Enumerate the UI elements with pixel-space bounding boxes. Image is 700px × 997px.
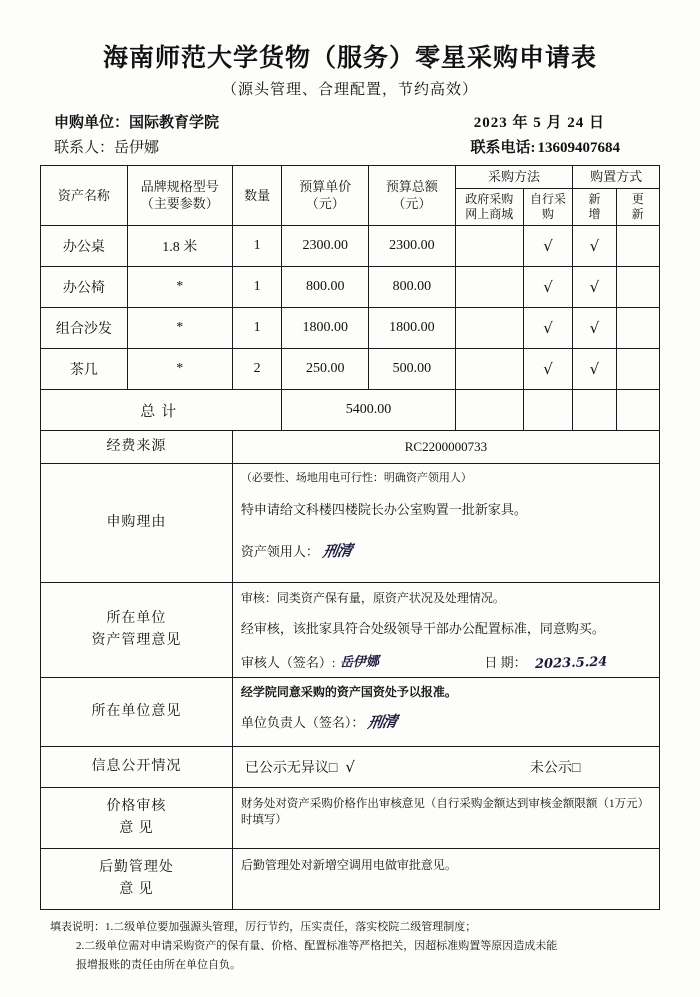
header-brand-spec-line2: （主要参数） [140, 195, 219, 211]
audit-date-label: 日 期： [484, 655, 527, 671]
purchase-table [40, 165, 660, 910]
application-date: 2023 年 5 月 24 日 [473, 115, 605, 131]
unit-asset-opinion-row [41, 583, 660, 678]
row-update-check [616, 267, 659, 308]
disclosure-options [235, 757, 657, 777]
auditor-label: 审核人（签名）: [240, 655, 336, 671]
header-purchase-method: 采购方法 [455, 166, 573, 189]
dept-head-signature: 刑清 [366, 712, 399, 733]
row-update-check [616, 226, 659, 267]
row-quantity: 1 [232, 267, 282, 308]
contact-row [40, 136, 660, 157]
table-row [41, 226, 660, 267]
contact-value: 岳伊娜 [114, 140, 160, 156]
header-asset-name: 资产名称 [41, 166, 128, 226]
applicant-unit-value: 国际教育学院 [129, 115, 220, 131]
reason-row [41, 464, 660, 583]
footer-line-2: 2.二级单位需对申请采购资产的保有量、价格、配置标准等严格把关，因超标准购置等原因造成未能 [76, 940, 558, 953]
row-new-check: √ [573, 226, 616, 267]
header-self-purchase-line2: 购 [542, 207, 555, 222]
header-unit-price [282, 166, 369, 226]
header-gov-purchase [455, 189, 523, 226]
row-unit-price: 250.00 [282, 349, 369, 390]
reason-text: 特申请给文科楼四楼院长办公室购置一批新家具。 [240, 502, 527, 518]
header-new-line2: 增 [588, 207, 601, 222]
header-gov-purchase-line2: 网上商城 [465, 207, 514, 222]
unit-asset-opinion-label-line1: 所在单位 [106, 610, 167, 626]
header-quantity: 数量 [232, 166, 282, 226]
header-self-purchase [523, 189, 573, 226]
row-gov-purchase-check [455, 226, 523, 267]
footer-line-3: 报增报账的责任由所在单位自负。 [76, 958, 241, 971]
disclosure-row [41, 747, 660, 788]
header-total-price-line1: 预算总额 [385, 179, 438, 195]
price-audit-label [41, 788, 233, 849]
table-row [41, 267, 660, 308]
row-total-price: 2300.00 [369, 226, 456, 267]
disclosure-option-unpublished[interactable]: 未公示□ [529, 761, 581, 777]
total-self-cell [523, 390, 573, 431]
row-unit-price: 800.00 [282, 267, 369, 308]
dept-opinion-content [232, 678, 659, 747]
total-update-cell [616, 390, 659, 431]
row-total-price: 500.00 [369, 349, 456, 390]
header-unit-price-line2: （元） [305, 195, 345, 211]
page-subtitle: （源头管理、合理配置，节约高效） [221, 82, 478, 98]
price-audit-row [41, 788, 660, 849]
disclosure-option-published[interactable]: 已公示无异议□ [244, 761, 338, 777]
logistics-label [41, 849, 233, 910]
header-update [616, 189, 659, 226]
row-total-price: 1800.00 [369, 308, 456, 349]
applicant-unit-label: 申购单位： [54, 115, 130, 131]
header-update-line2: 新 [631, 207, 644, 222]
logistics-label-line2: 意 见 [119, 882, 154, 898]
logistics-row [41, 849, 660, 910]
disclosure-content [232, 747, 659, 788]
footer-title: 填表说明： [50, 921, 105, 934]
reason-hint: （必要性、场地用电可行性：明确资产领用人） [240, 472, 472, 485]
dept-opinion-note: 经学院同意采购的资产国资处予以报准。 [240, 685, 457, 700]
header-self-purchase-line1: 自行采 [530, 192, 567, 207]
row-new-check: √ [573, 349, 616, 390]
dept-opinion-row [41, 678, 660, 747]
logistics-label-line1: 后勤管理处 [98, 860, 174, 876]
footer-text-1: 1.二级单位要加强源头管理，厉行节约，压实责任，落实校院二级管理制度； [105, 921, 477, 934]
row-quantity: 2 [232, 349, 282, 390]
reason-content [232, 464, 659, 583]
row-quantity: 1 [232, 308, 282, 349]
row-unit-price: 1800.00 [282, 308, 369, 349]
funding-source-value: RC2200000733 [232, 431, 659, 464]
disclosure-check-mark: √ [345, 758, 355, 777]
receiver-label: 资产领用人： [240, 544, 319, 560]
audit-text: 经审核，该批家具符合处级领导干部办公配置标准，同意购买。 [240, 621, 605, 637]
row-unit-price: 2300.00 [282, 226, 369, 267]
unit-asset-opinion-label-line2: 资产管理意见 [91, 633, 182, 649]
dept-head-line [235, 710, 657, 736]
header-brand-spec [127, 166, 232, 226]
auditor-signature: 岳伊娜 [339, 654, 379, 672]
page-title: 海南师范大学货物（服务）零星采购申请表 [102, 43, 597, 72]
row-update-check [616, 349, 659, 390]
row-gov-purchase-check [455, 267, 523, 308]
row-spec: 1.8 米 [127, 226, 232, 267]
contact-label: 联系人： [54, 140, 115, 156]
header-total-price-line2: （元） [392, 195, 432, 211]
audit-hint: 审核：同类资产保有量，原资产状况及处理情况。 [240, 591, 505, 606]
header-brand-spec-line1: 品牌规格型号 [140, 179, 219, 195]
receiver-signature: 刑清 [321, 541, 353, 562]
funding-source-row [41, 431, 660, 464]
price-audit-hint: 财务处对资产采购价格作出审核意见（自行采购金额达到审核金额限额（1万元）时填写） [240, 798, 650, 827]
row-quantity: 1 [232, 226, 282, 267]
row-self-purchase-check: √ [523, 349, 573, 390]
total-new-cell [573, 390, 616, 431]
logistics-hint: 后勤管理处对新增空调用电做审批意见。 [240, 858, 457, 873]
row-gov-purchase-check [455, 349, 523, 390]
total-value: 5400.00 [282, 390, 455, 431]
header-new [573, 189, 616, 226]
dept-head-label: 单位负责人（签名）： [240, 715, 365, 731]
phone-label: 联系电话: [470, 140, 536, 156]
table-row [41, 349, 660, 390]
row-self-purchase-check: √ [523, 267, 573, 308]
reason-label: 申购理由 [41, 464, 233, 583]
header-total-price [369, 166, 456, 226]
applicant-unit-row [40, 111, 660, 132]
row-asset-name: 组合沙发 [41, 308, 128, 349]
phone-value: 13609407684 [537, 140, 620, 156]
logistics-content [232, 849, 659, 910]
header-update-line1: 更 [631, 192, 644, 207]
row-update-check [616, 308, 659, 349]
price-audit-label-line2: 意 见 [119, 821, 154, 837]
row-new-check: √ [573, 267, 616, 308]
total-row [41, 390, 660, 431]
auditor-line [235, 652, 657, 674]
unit-asset-opinion-content [232, 583, 659, 678]
header-acquisition-type: 购置方式 [573, 166, 660, 189]
total-label: 总计 [41, 390, 282, 431]
table-header-row-1 [41, 166, 660, 189]
row-spec: * [127, 349, 232, 390]
disclosure-label: 信息公开情况 [41, 747, 233, 788]
row-spec: * [127, 267, 232, 308]
dept-opinion-label: 所在单位意见 [41, 678, 233, 747]
audit-date-value: 2023.5.24 [534, 654, 608, 673]
header-gov-purchase-line1: 政府采购 [465, 192, 514, 207]
unit-asset-opinion-label [41, 583, 233, 678]
total-gov-cell [455, 390, 523, 431]
row-self-purchase-check: √ [523, 308, 573, 349]
funding-source-label: 经费来源 [41, 431, 233, 464]
price-audit-label-line1: 价格审核 [106, 799, 167, 815]
receiver-line [235, 539, 657, 565]
row-asset-name: 办公椅 [41, 267, 128, 308]
footer-notes [40, 918, 660, 974]
row-asset-name: 办公桌 [41, 226, 128, 267]
price-audit-content [232, 788, 659, 849]
row-asset-name: 茶几 [41, 349, 128, 390]
row-total-price: 800.00 [369, 267, 456, 308]
row-spec: * [127, 308, 232, 349]
row-new-check: √ [573, 308, 616, 349]
footer-line-1 [50, 918, 660, 937]
row-gov-purchase-check [455, 308, 523, 349]
header-new-line1: 新 [588, 192, 601, 207]
header-unit-price-line1: 预算单价 [299, 179, 352, 195]
table-row [41, 308, 660, 349]
row-self-purchase-check: √ [523, 226, 573, 267]
